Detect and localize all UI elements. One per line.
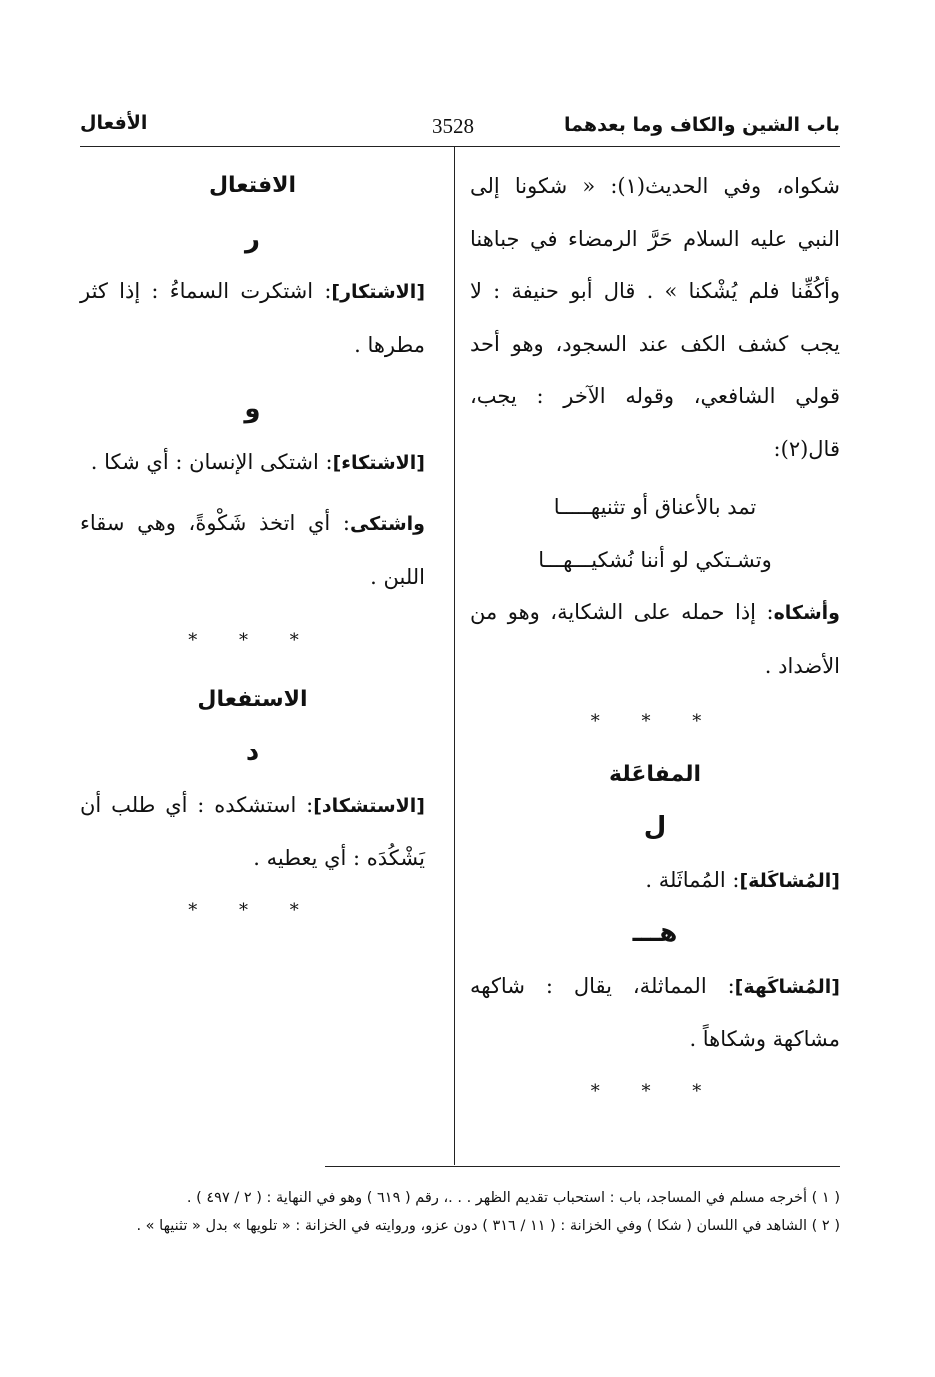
section-separator: * * * <box>188 899 317 921</box>
entry-term: [المُشاكَهة] <box>734 975 840 998</box>
section-separator: * * * <box>188 630 317 651</box>
section-separator: * * * <box>590 1080 720 1102</box>
section-heading: الافتعال <box>208 173 297 198</box>
paragraph: شكواه، وفي الحديث(١): « شكونا إلى النبي عليه السلام حَرَّ الرمضاء في جباهنا وأكُفِّنا فلم يُشْكنا » . قال أبو حنيفة : لا يجب كشف الكف عند السجود، وهو أحد قولي الشافعي، وقوله الآخر : يجب، قال(٢): <box>470 174 840 461</box>
entry <box>80 436 425 490</box>
entry-text: : اشتكى الإنسان : أي شكا . <box>90 449 333 474</box>
entry-text: : اشتكرت السماءُ : إذا كثر مطرها . <box>80 279 425 357</box>
entry <box>80 497 425 603</box>
entry-text: : المُماثَلة . <box>645 867 740 892</box>
letter-heading: ل <box>643 812 667 842</box>
entry-term: واشتكى <box>349 513 425 535</box>
entry-term: وأشكاه <box>773 602 840 624</box>
entry <box>470 854 840 908</box>
footnotes <box>80 1184 840 1240</box>
entry-term: [الاستشكاد] <box>313 794 425 817</box>
entry <box>470 960 840 1066</box>
entry-text: : أي اتخذ شَكْوةً، وهي سقاء اللبن . <box>80 511 425 589</box>
footnote-2: ( ٢ ) الشاهد في اللسان ( شكا ) وفي الخزانة : ( ١١ / ٣١٦ ) دون عزو، وروايته في الخزانة : « تلويها » بدل « تثنيها » . <box>136 1218 840 1234</box>
letter-heading: ر <box>245 223 260 254</box>
verse-line: تمد بالأعناق أو تثنيهـــــا <box>553 495 757 519</box>
entry-text: : إذا حمله على الشكاية، وهو من الأضداد . <box>470 600 840 678</box>
page-number: 3528 <box>432 114 474 138</box>
entry <box>80 779 425 885</box>
entry <box>470 586 840 692</box>
entry-term: [المُشاكَلة] <box>739 869 840 892</box>
entry-text: : المماثلة، يقال : شاكهه مشاكهة وشكاهاً . <box>470 973 840 1051</box>
section-heading: المفاعَلة <box>609 761 701 787</box>
letter-heading: و <box>244 394 261 424</box>
entry-text: : استشكده : أي طلب أن يَشْكُدَه : أي يعطيه . <box>80 792 425 870</box>
right-column <box>470 160 840 1118</box>
header-rule <box>80 146 840 147</box>
header-chapter-title: باب الشين والكاف وما بعدهما <box>564 114 840 136</box>
verse-line: وتشـتكي لو أننا نُشكيـــهـــا <box>538 547 772 572</box>
entry <box>80 265 425 371</box>
section-separator: * * * <box>590 711 720 732</box>
footnote-1: ( ١ ) أخرجه مسلم في المساجد، باب : استحباب تقديم الظهر . . .، رقم ( ٦١٩ ) وهو في النهاية : ( ٢ / ٤٩٧ ) . <box>186 1190 840 1206</box>
header-section-title: الأفعال <box>80 112 148 134</box>
footnote-rule <box>325 1166 840 1167</box>
column-divider <box>454 147 455 1165</box>
letter-heading: هـــ <box>632 918 678 948</box>
entry-term: [الاشتكاء] <box>332 451 425 474</box>
letter-heading: د <box>245 737 260 767</box>
left-column <box>80 160 425 937</box>
entry-term: [الاشتكار] <box>331 281 425 303</box>
section-heading: الاستفعال <box>197 686 308 712</box>
page-header <box>80 108 840 144</box>
